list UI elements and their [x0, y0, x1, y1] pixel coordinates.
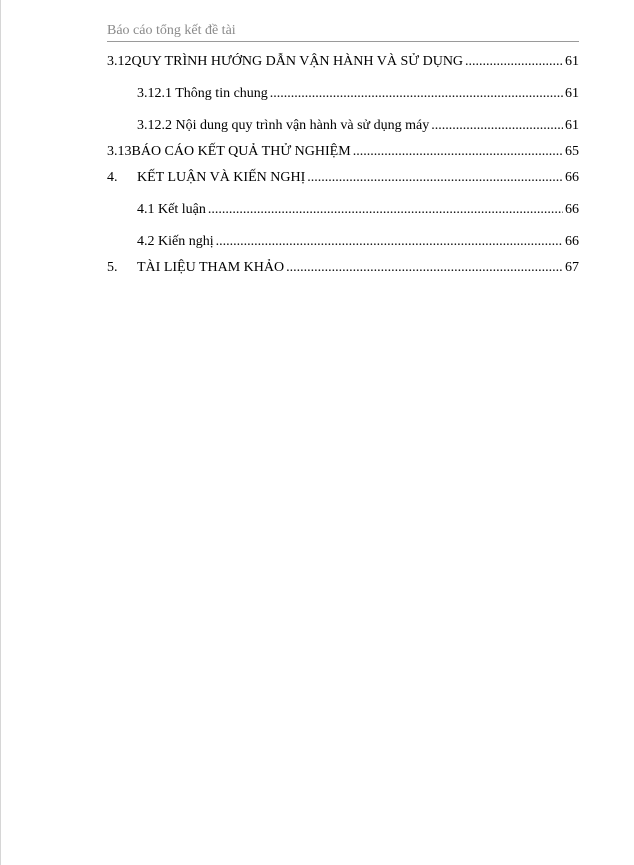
- toc-entry[interactable]: [107, 168, 579, 188]
- toc-entry-label: KẾT LUẬN VÀ KIẾN NGHỊ: [137, 170, 306, 185]
- toc-leader-dots: [353, 142, 563, 162]
- toc-entry-number: 3.12: [107, 54, 132, 69]
- toc-entry-label: QUY TRÌNH HƯỚNG DẪN VẬN HÀNH VÀ SỬ DỤNG: [131, 54, 464, 69]
- toc-entry-label: BÁO CÁO KẾT QUẢ THỬ NGHIỆM: [131, 144, 351, 159]
- toc-entry-number: 5.: [107, 260, 118, 275]
- toc-entry[interactable]: [107, 258, 579, 278]
- toc-entry[interactable]: [137, 200, 579, 220]
- toc-entry-page: 66: [565, 234, 579, 249]
- toc-leader-dots: [208, 200, 563, 220]
- toc-entry-number: 3.13: [107, 144, 132, 159]
- toc-entry-label: TÀI LIỆU THAM KHẢO: [137, 260, 285, 275]
- toc-entry-page: 66: [565, 170, 579, 185]
- toc-entry-number: 4.: [107, 170, 118, 185]
- toc-leader-dots: [431, 116, 563, 136]
- toc-entry-page: 61: [565, 118, 579, 133]
- toc-entry-page: 66: [565, 202, 579, 217]
- toc-entry-page: 61: [565, 54, 579, 69]
- toc-leader-dots: [270, 84, 563, 104]
- toc-entry[interactable]: [137, 232, 579, 252]
- toc-entry[interactable]: [107, 142, 579, 162]
- toc-entry[interactable]: [137, 84, 579, 104]
- toc-leader-dots: [465, 52, 563, 72]
- toc-entry-label: 3.12.2 Nội dung quy trình vận hành và sử dụng máy: [137, 118, 430, 133]
- toc-entry-page: 67: [565, 260, 579, 275]
- toc-leader-dots: [216, 232, 563, 252]
- toc-entry[interactable]: [137, 116, 579, 136]
- toc-entry-page: 61: [565, 86, 579, 101]
- toc-leader-dots: [286, 258, 563, 278]
- toc-entry[interactable]: [107, 52, 579, 72]
- toc-entry-label: 4.2 Kiến nghị: [137, 234, 214, 249]
- toc-entry-label: 4.1 Kết luận: [137, 202, 206, 217]
- toc-leader-dots: [307, 168, 563, 188]
- toc-entry-page: 65: [565, 144, 579, 159]
- page-header: Báo cáo tổng kết đề tài: [107, 22, 579, 42]
- toc-entry-label: 3.12.1 Thông tin chung: [137, 86, 268, 101]
